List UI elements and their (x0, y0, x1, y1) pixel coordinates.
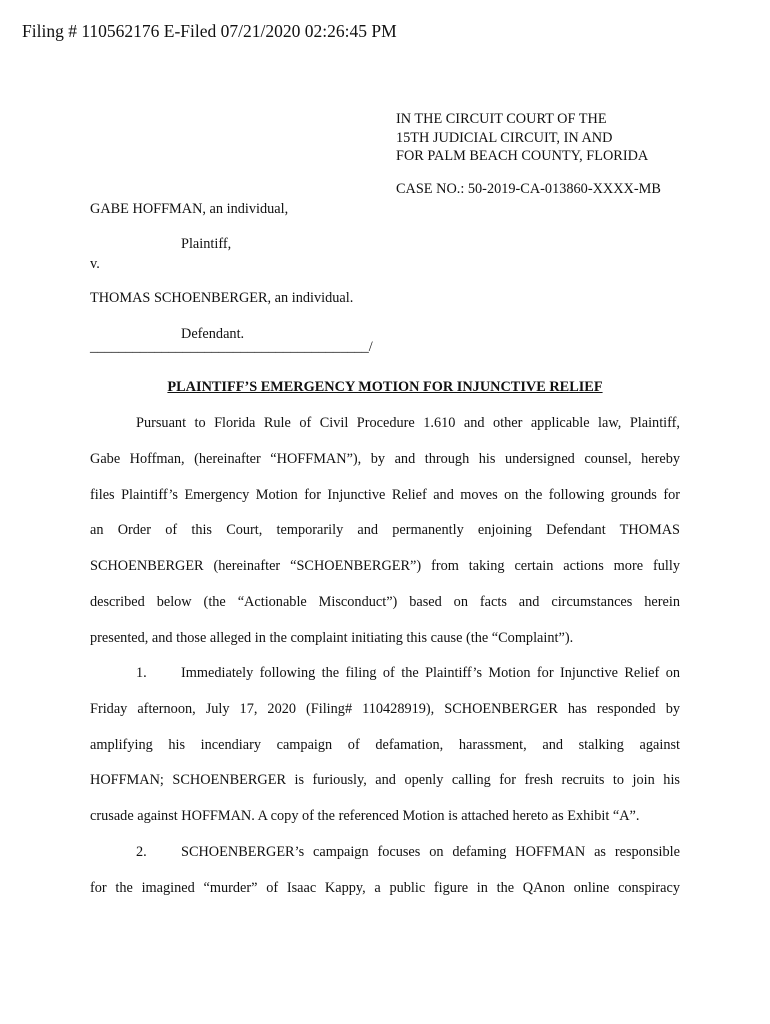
defendant-name: THOMAS SCHOENBERGER, an individual. (90, 290, 354, 306)
body-line: Immediately following the filing of the Plaintiff’s Motion for Injunctive Relief on (181, 665, 680, 681)
body-line: an Order of this Court, temporarily and permanently enjoining Defendant THOMAS (90, 522, 680, 538)
plaintiff-name: GABE HOFFMAN, an individual, (90, 201, 289, 217)
case-number: CASE NO.: 50-2019-CA-013860-XXXX-MB (396, 181, 661, 197)
body-line: SCHOENBERGER’s campaign focuses on defaming HOFFMAN as responsible (181, 844, 680, 860)
plaintiff-role: Plaintiff, (181, 236, 232, 252)
paragraph-number: 2. (136, 844, 147, 860)
filing-stamp: Filing # 110562176 E-Filed 07/21/2020 02:26:45 PM (22, 21, 397, 41)
court-heading-line-1: IN THE CIRCUIT COURT OF THE (396, 111, 607, 127)
body-line: described below (the “Actionable Misconduct”) based on facts and circumstances herein (90, 594, 680, 610)
body-line: HOFFMAN; SCHOENBERGER is furiously, and openly calling for fresh recruits to join his (90, 772, 680, 788)
versus-label: v. (90, 256, 100, 272)
body-line: crusade against HOFFMAN. A copy of the referenced Motion is attached hereto as Exhibit “A”. (90, 808, 640, 824)
court-heading-line-2: 15TH JUDICIAL CIRCUIT, IN AND (396, 129, 613, 146)
defendant-role: Defendant. (181, 326, 245, 342)
caption-separator: _______________________________________/ (90, 339, 373, 355)
paragraph-number: 1. (136, 665, 147, 681)
body-line: Friday afternoon, July 17, 2020 (Filing# 110428919), SCHOENBERGER has responded by (90, 701, 680, 717)
body-line: amplifying his incendiary campaign of defamation, harassment, and stalking against (90, 737, 680, 753)
body-line: files Plaintiff’s Emergency Motion for Injunctive Relief and moves on the following grounds for (90, 487, 680, 503)
document-title: PLAINTIFF’S EMERGENCY MOTION FOR INJUNCTIVE RELIEF (167, 379, 603, 395)
body-line: presented, and those alleged in the complaint initiating this cause (the “Complaint”). (90, 630, 574, 646)
court-heading (396, 110, 648, 166)
court-heading-line-3: FOR PALM BEACH COUNTY, FLORIDA (396, 148, 649, 164)
body-line: Gabe Hoffman, (hereinafter “HOFFMAN”), by and through his undersigned counsel, hereby (90, 451, 680, 467)
body-line: for the imagined “murder” of Isaac Kappy, a public figure in the QAnon online conspiracy (90, 880, 680, 896)
body-line: Pursuant to Florida Rule of Civil Procedure 1.610 and other applicable law, Plaintiff, (136, 415, 680, 431)
body-line: SCHOENBERGER (hereinafter “SCHOENBERGER”) from taking certain actions more fully (90, 558, 680, 574)
